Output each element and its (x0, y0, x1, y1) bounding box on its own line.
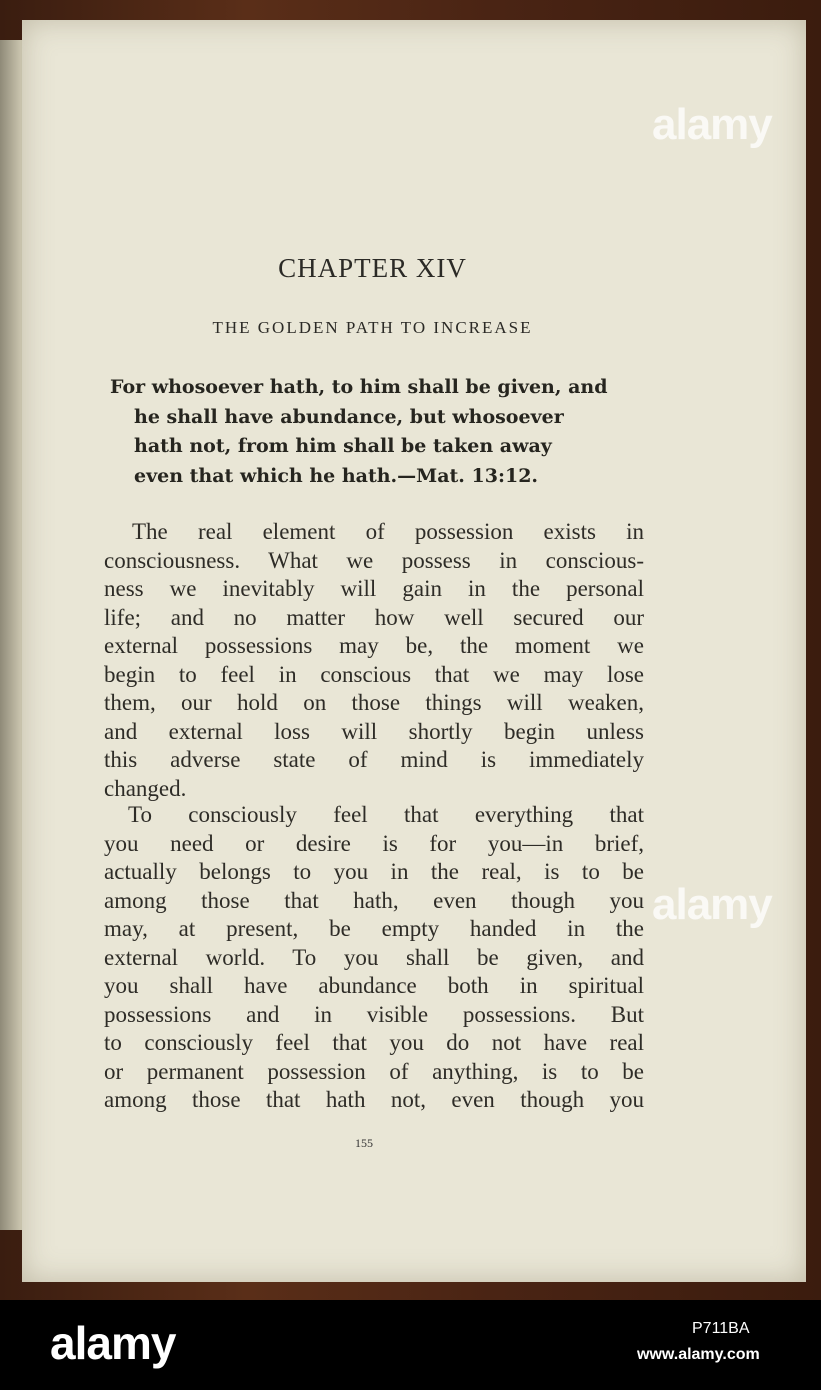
text-line: and external loss will shortly begin unless (104, 718, 644, 744)
text-line: you need or desire is for you—in brief, (104, 830, 644, 856)
site-url: www.alamy.com (637, 1346, 760, 1363)
page-number: 155 (355, 1136, 373, 1150)
epigraph (110, 373, 645, 491)
text-line: The real element of possession exists in (132, 519, 644, 544)
epigraph-line: even that which he hath.—Mat. 13:12. (134, 464, 539, 487)
alamy-logo: alamy (50, 1317, 176, 1369)
text-line: to consciously feel that you do not have real (104, 1030, 644, 1055)
text-line: external possessions may be, the moment we (104, 633, 644, 658)
chapter-title: THE GOLDEN PATH TO INCREASE (212, 318, 533, 337)
text-line: ness we inevitably will gain in the personal (104, 576, 644, 601)
text-line: or permanent possession of anything, is to be (104, 1058, 644, 1084)
epigraph-line: hath not, from him shall be taken away (134, 435, 552, 457)
text-line: actually belongs to you in the real, is to be (104, 859, 644, 884)
watermark: alamy (652, 100, 772, 149)
text-line: among those that hath not, even though you (104, 1087, 644, 1112)
watermark: alamy (652, 880, 772, 929)
text-line: consciousness. What we possess in conscious- (104, 547, 644, 573)
text-line: may, at present, be empty handed in the (104, 916, 644, 941)
chapter-heading: CHAPTER XIV (278, 253, 467, 283)
text-line: external world. To you shall be given, and (104, 944, 644, 970)
paragraph-2 (104, 801, 644, 1115)
text-line: you shall have abundance both in spiritual (104, 973, 644, 998)
text-line: among those that hath, even though you (104, 887, 644, 913)
epigraph-line: he shall have abundance, but whosoever (134, 405, 564, 428)
text-line: begin to feel in conscious that we may lose (104, 661, 644, 687)
text-line: this adverse state of mind is immediately (104, 747, 644, 772)
text-line: them, our hold on those things will weaken, (104, 690, 644, 715)
text-line: changed. (104, 775, 187, 801)
text-line: life; and no matter how well secured our (104, 604, 644, 630)
epigraph-line: For whosoever hath, to him shall be given, and (110, 376, 608, 398)
text-line: To consciously feel that everything that (128, 802, 644, 827)
text-line: possessions and in visible possessions. But (104, 1001, 644, 1027)
image-id: P711BA (692, 1320, 750, 1337)
paragraph-1 (104, 518, 644, 803)
